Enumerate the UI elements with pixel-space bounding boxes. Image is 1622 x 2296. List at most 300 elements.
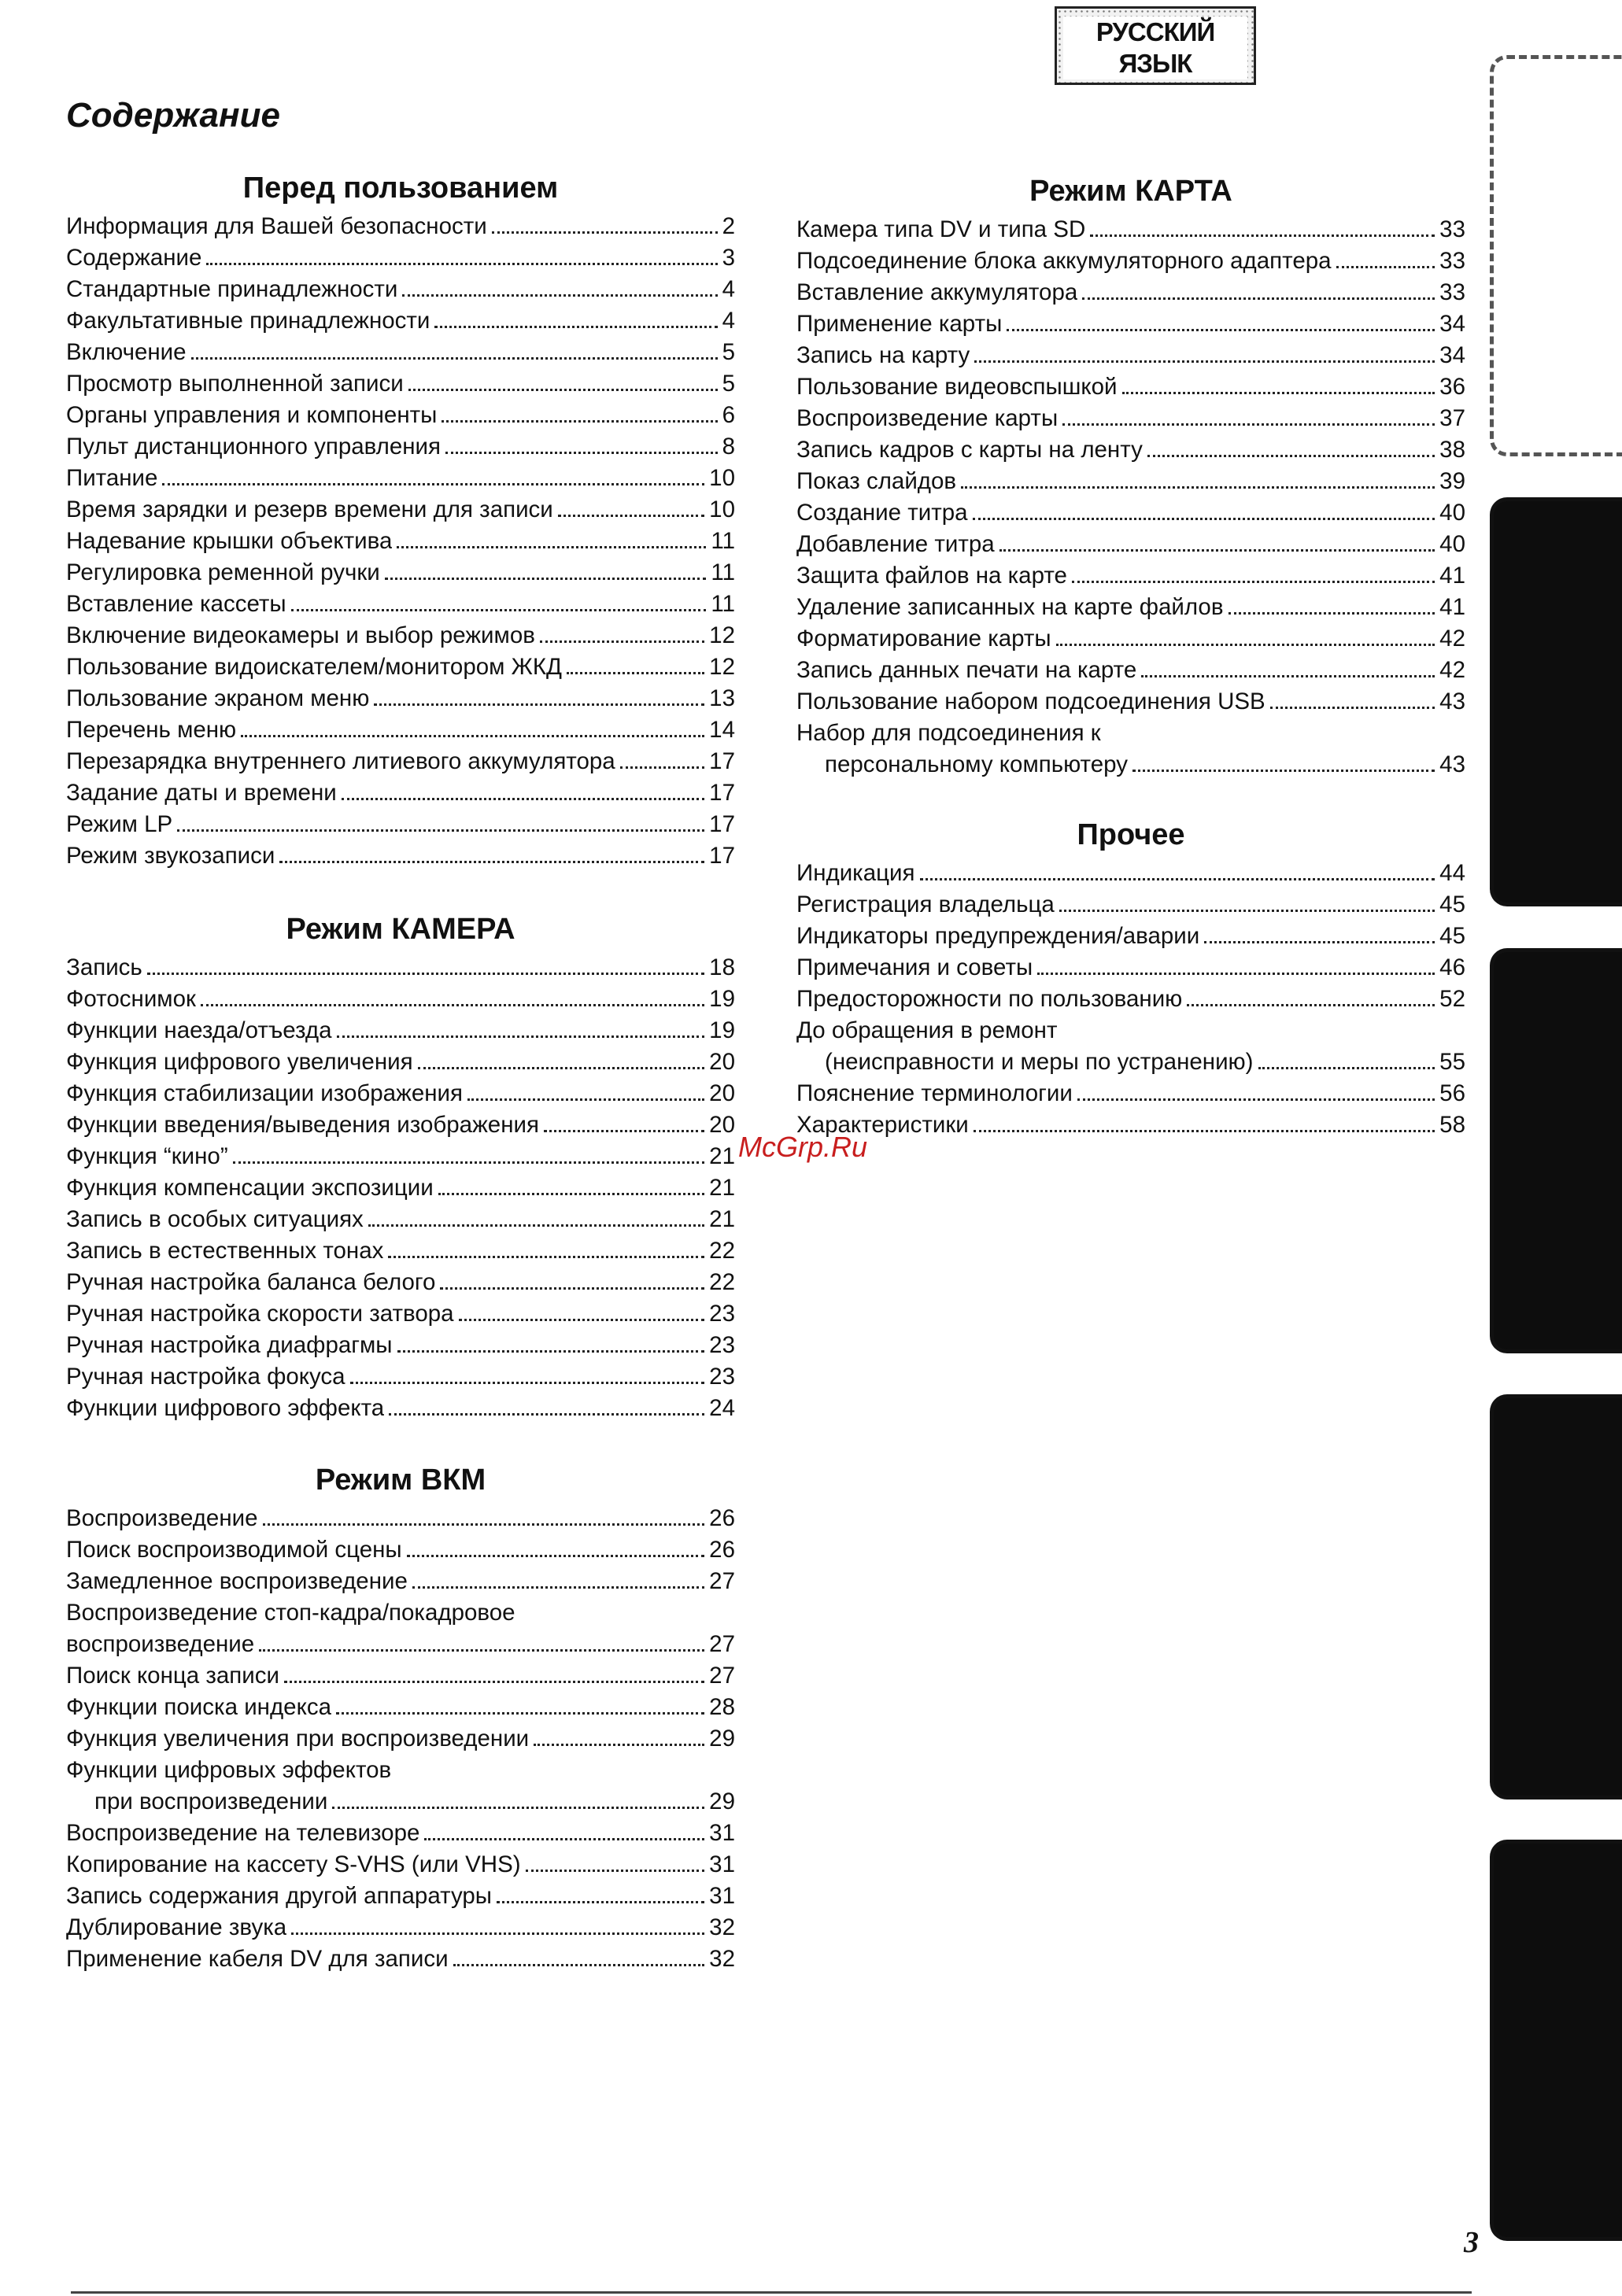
toc-entry-label: Запись в особых ситуациях <box>66 1206 364 1232</box>
toc-entry <box>66 620 735 652</box>
toc-page-number: 11 <box>711 528 735 554</box>
toc-entry <box>796 592 1465 623</box>
toc-page-number: 33 <box>1439 216 1465 242</box>
toc-entry <box>66 368 735 400</box>
toc-entry-label: Включение <box>66 339 187 365</box>
toc-page-number: 12 <box>709 654 735 680</box>
toc-page-number: 22 <box>709 1238 735 1264</box>
toc-entry-label: Функция увеличения при воспроизведении <box>66 1726 530 1752</box>
toc-entry <box>66 1943 735 1975</box>
toc-entry <box>66 1298 735 1330</box>
toc-page-number: 56 <box>1439 1080 1465 1106</box>
dot-leader <box>407 1555 705 1557</box>
toc-entry <box>66 1503 735 1534</box>
toc-page-number: 31 <box>709 1820 735 1846</box>
toc-entry <box>66 1629 735 1660</box>
dot-leader <box>442 420 717 423</box>
toc-page-number: 19 <box>709 986 735 1012</box>
toc-entry-label: Воспроизведение карты <box>796 405 1059 431</box>
toc-entry <box>796 686 1465 718</box>
toc-entry <box>796 1046 1465 1078</box>
toc-page-number: 21 <box>709 1143 735 1169</box>
toc-entry <box>796 560 1465 592</box>
toc-entry <box>66 526 735 557</box>
toc-page-number: 20 <box>709 1080 735 1106</box>
language-badge <box>1055 6 1256 85</box>
toc-entry-label: Ручная настройка диафрагмы <box>66 1332 393 1358</box>
toc-entry-label: Пользование набором подсоединения USB <box>796 688 1265 714</box>
dot-leader <box>332 1807 704 1809</box>
toc-entry-label: Индикация <box>796 860 915 886</box>
toc-entry-label: Вставление кассеты <box>66 591 286 617</box>
dot-leader <box>540 640 704 643</box>
toc-entry-label: Поиск конца записи <box>66 1663 279 1689</box>
toc-entry <box>796 277 1465 308</box>
toc-page-number: 5 <box>722 339 735 365</box>
toc-list <box>796 858 1465 1141</box>
toc-page-number: 26 <box>709 1537 735 1563</box>
toc-page-number: 3 <box>722 245 735 271</box>
toc-entry-label: Режим LP <box>66 811 173 837</box>
toc-entry-label: воспроизведение <box>66 1631 255 1657</box>
dot-leader <box>1258 1067 1435 1069</box>
toc-entry-label: Применение карты <box>796 311 1003 337</box>
toc-page-number: 40 <box>1439 531 1465 557</box>
toc-entry-label: Камера типа DV и типа SD <box>796 216 1086 242</box>
dot-leader <box>368 1224 704 1227</box>
toc-entry <box>66 1818 735 1849</box>
section-before-use <box>66 165 735 872</box>
toc-entry <box>66 1361 735 1393</box>
toc-entry <box>66 809 735 840</box>
dot-leader <box>526 1870 705 1872</box>
toc-page-number: 11 <box>711 559 735 585</box>
dot-leader <box>1187 1004 1435 1006</box>
toc-entry-label: Функции цифрового эффекта <box>66 1395 385 1421</box>
toc-entry-label: Ручная настройка скорости затвора <box>66 1301 454 1327</box>
toc-page-number: 5 <box>722 371 735 397</box>
toc-entry-label: при воспроизведении <box>94 1788 328 1814</box>
toc-entry <box>66 1330 735 1361</box>
toc-entry <box>66 746 735 777</box>
dot-leader <box>284 1681 704 1683</box>
toc-entry-label: Вставление аккумулятора <box>796 279 1078 305</box>
dot-leader <box>412 1586 704 1589</box>
toc-entry <box>66 494 735 526</box>
dot-leader <box>336 1712 704 1715</box>
toc-entry-label: Просмотр выполненной записи <box>66 371 404 397</box>
toc-entry-label: Подсоединение блока аккумуляторного адаптера <box>796 248 1332 274</box>
toc-entry-label: Функция стабилизации изображения <box>66 1080 463 1106</box>
toc-page-number: 17 <box>709 843 735 869</box>
dot-leader <box>440 1287 704 1290</box>
dot-leader <box>191 357 718 360</box>
dot-leader <box>1059 910 1435 912</box>
toc-entry <box>66 683 735 714</box>
toc-page-number: 23 <box>709 1332 735 1358</box>
toc-page-number: 33 <box>1439 279 1465 305</box>
toc-entry <box>796 340 1465 371</box>
toc-page-number: 23 <box>709 1301 735 1327</box>
toc-entry-label: Стандартные принадлежности <box>66 276 398 302</box>
dot-leader <box>279 861 704 863</box>
toc-entry <box>796 308 1465 340</box>
dot-leader <box>162 483 704 485</box>
toc-entry-label: Поиск воспроизводимой сцены <box>66 1537 402 1563</box>
toc-entry <box>66 337 735 368</box>
dot-leader <box>389 1413 704 1416</box>
toc-entry <box>66 400 735 431</box>
toc-entry <box>66 1393 735 1424</box>
toc-entry <box>796 655 1465 686</box>
toc-page-number: 45 <box>1439 923 1465 949</box>
toc-list <box>66 1503 735 1975</box>
dot-leader <box>1141 675 1435 677</box>
toc-entry-label: Запись кадров с карты на ленту <box>796 437 1143 463</box>
toc-entry-label: Запись данных печати на карте <box>796 657 1137 683</box>
toc-page-number: 20 <box>709 1049 735 1075</box>
thumb-tab-1 <box>1490 55 1622 456</box>
section-heading: Режим ВКМ <box>315 1464 486 1497</box>
toc-entry <box>66 1881 735 1912</box>
toc-entry-label: Время зарядки и резерв времени для записи <box>66 496 553 522</box>
toc-page-number: 21 <box>709 1175 735 1201</box>
toc-entry-label: Запись на карту <box>796 342 970 368</box>
toc-entry-label: Питание <box>66 465 158 491</box>
dot-leader <box>418 1067 705 1069</box>
toc-entry <box>66 840 735 872</box>
toc-page-number: 34 <box>1439 342 1465 368</box>
dot-leader <box>492 231 718 234</box>
toc-entry-label: Пользование видеовспышкой <box>796 374 1118 400</box>
toc-entry <box>66 274 735 305</box>
toc-page-number: 44 <box>1439 860 1465 886</box>
dot-leader <box>291 609 707 611</box>
toc-entry <box>796 858 1465 889</box>
toc-entry-label: Замедленное воспроизведение <box>66 1568 408 1594</box>
dot-leader <box>291 1932 704 1935</box>
toc-entry <box>66 1692 735 1723</box>
toc-entry-label: Включение видеокамеры и выбор режимов <box>66 622 535 648</box>
toc-entry-label: Показ слайдов <box>796 468 957 494</box>
page-title: Содержание <box>66 96 280 135</box>
toc-entry <box>66 1204 735 1235</box>
dot-leader <box>233 1161 705 1164</box>
toc-entry <box>796 749 1465 781</box>
toc-entry-label: Создание титра <box>796 500 968 526</box>
toc-entry-label: Содержание <box>66 245 202 271</box>
toc-page-number: 36 <box>1439 374 1465 400</box>
toc-entry <box>66 1566 735 1597</box>
toc-entry <box>66 1660 735 1692</box>
toc-page-number: 37 <box>1439 405 1465 431</box>
toc-page-number: 31 <box>709 1851 735 1877</box>
toc-entry <box>796 466 1465 497</box>
toc-entry-label: Режим звукозаписи <box>66 843 275 869</box>
dot-leader <box>1147 455 1435 457</box>
toc-entry <box>66 1078 735 1109</box>
dot-leader <box>397 1350 705 1353</box>
toc-entry-line: Набор для подсоединения к <box>796 720 1101 746</box>
dot-leader <box>201 1004 704 1006</box>
dot-leader <box>459 1319 705 1321</box>
page-number: 3 <box>1464 2226 1479 2259</box>
dot-leader <box>337 1035 705 1038</box>
dot-leader <box>620 766 704 769</box>
toc-entry-label: Пользование экраном меню <box>66 685 370 711</box>
toc-page-number: 40 <box>1439 500 1465 526</box>
toc-entry-line: До обращения в ремонт <box>796 1017 1058 1043</box>
toc-entry <box>796 434 1465 466</box>
toc-page-number: 55 <box>1439 1049 1465 1075</box>
thumb-tab-2 <box>1490 497 1622 906</box>
toc-page-number: 27 <box>709 1631 735 1657</box>
dot-leader <box>402 294 717 297</box>
dot-leader <box>1062 423 1435 426</box>
toc-entry-label: Запись содержания другой аппаратуры <box>66 1883 492 1909</box>
toc-page-number: 42 <box>1439 657 1465 683</box>
toc-entry-label: Запись <box>66 954 142 980</box>
dot-leader <box>1056 644 1435 646</box>
thumb-tab-5 <box>1490 1840 1622 2241</box>
toc-entry <box>796 1109 1465 1141</box>
toc-entry <box>66 777 735 809</box>
dot-leader <box>544 1130 704 1132</box>
toc-page-number: 22 <box>709 1269 735 1295</box>
dot-leader <box>438 1193 705 1195</box>
toc-entry-label: Удаление записанных на карте файлов <box>796 594 1224 620</box>
toc-page-number: 14 <box>709 717 735 743</box>
toc-entry <box>796 623 1465 655</box>
toc-entry <box>66 305 735 337</box>
dot-leader <box>408 389 718 391</box>
dot-leader <box>1037 973 1435 975</box>
toc-page-number: 33 <box>1439 248 1465 274</box>
section-heading: Режим КАМЕРА <box>286 913 515 946</box>
toc-page-number: 4 <box>722 276 735 302</box>
toc-entry-label: (неисправности и меры по устранению) <box>825 1049 1254 1075</box>
toc-page-number: 41 <box>1439 594 1465 620</box>
dot-leader <box>397 546 706 548</box>
toc-entry <box>66 652 735 683</box>
dot-leader <box>147 973 704 975</box>
toc-entry <box>66 1141 735 1172</box>
toc-entry <box>796 497 1465 529</box>
dot-leader <box>177 829 704 832</box>
dot-leader <box>1072 581 1435 583</box>
toc-page-number: 17 <box>709 780 735 806</box>
dot-leader <box>1132 770 1435 772</box>
toc-page-number: 42 <box>1439 626 1465 652</box>
dot-leader <box>999 549 1435 552</box>
toc-entry-label: Защита файлов на карте <box>796 563 1067 589</box>
dot-leader <box>973 518 1435 520</box>
toc-entry <box>796 921 1465 952</box>
dot-leader <box>374 703 704 706</box>
toc-entry <box>66 1786 735 1818</box>
toc-entry-label: Фотоснимок <box>66 986 196 1012</box>
toc-entry <box>796 889 1465 921</box>
toc-entry <box>796 1078 1465 1109</box>
dot-leader <box>206 263 717 265</box>
toc-entry-label: Запись в естественных тонах <box>66 1238 384 1264</box>
toc-page-number: 38 <box>1439 437 1465 463</box>
toc-entry <box>796 403 1465 434</box>
toc-page-number: 46 <box>1439 954 1465 980</box>
toc-entry-label: Функции поиска индекса <box>66 1694 331 1720</box>
toc-entry <box>66 1235 735 1267</box>
toc-entry-label: персональному компьютеру <box>825 751 1128 777</box>
dot-leader <box>1090 234 1435 237</box>
toc-page-number: 31 <box>709 1883 735 1909</box>
toc-entry <box>66 1534 735 1566</box>
toc-entry-label: Факультативные принадлежности <box>66 308 430 334</box>
toc-page-number: 18 <box>709 954 735 980</box>
watermark: McGrp.Ru <box>738 1131 868 1163</box>
dot-leader <box>1082 297 1435 300</box>
section-heading: Режим КАРТА <box>1029 175 1232 208</box>
toc-entry-label: Функции наезда/отъезда <box>66 1017 332 1043</box>
toc-entry-label: Применение кабеля DV для записи <box>66 1946 449 1972</box>
toc-entry-label: Надевание крышки объектива <box>66 528 393 554</box>
toc-entry-label: Примечания и советы <box>796 954 1033 980</box>
dot-leader <box>424 1838 704 1840</box>
dot-leader <box>241 735 704 737</box>
toc-list <box>796 214 1465 781</box>
toc-entry-label: Функции введения/выведения изображения <box>66 1112 539 1138</box>
toc-page-number: 26 <box>709 1505 735 1531</box>
dot-leader <box>342 798 704 800</box>
toc-entry-label: Органы управления и компоненты <box>66 402 438 428</box>
section-camera-mode <box>66 906 735 1424</box>
section-card-mode <box>796 168 1465 781</box>
toc-entry-label: Характеристики <box>796 1112 969 1138</box>
toc-page-number: 34 <box>1439 311 1465 337</box>
toc-page-number: 2 <box>722 213 735 239</box>
dot-leader <box>388 1256 704 1258</box>
toc-entry <box>66 714 735 746</box>
toc-page-number: 13 <box>709 685 735 711</box>
toc-page-number: 58 <box>1439 1112 1465 1138</box>
dot-leader <box>259 1649 704 1652</box>
toc-page-number: 24 <box>709 1395 735 1421</box>
toc-entry <box>66 984 735 1015</box>
toc-page-number: 10 <box>709 496 735 522</box>
dot-leader <box>1077 1098 1435 1101</box>
toc-entry <box>66 1849 735 1881</box>
toc-entry <box>66 242 735 274</box>
toc-page-number: 17 <box>709 811 735 837</box>
toc-entry-label: Индикаторы предупреждения/аварии <box>796 923 1200 949</box>
toc-entry <box>66 1723 735 1755</box>
toc-page-number: 28 <box>709 1694 735 1720</box>
toc-entry-label: Функция компенсации экспозиции <box>66 1175 434 1201</box>
language-badge-label: РУССКИЙ ЯЗЫК <box>1063 17 1247 79</box>
toc-entry <box>66 463 735 494</box>
toc-page-number: 21 <box>709 1206 735 1232</box>
dot-leader <box>350 1382 705 1384</box>
dot-leader <box>434 326 717 328</box>
toc-page-number: 19 <box>709 1017 735 1043</box>
toc-entry-label: Пояснение терминологии <box>796 1080 1073 1106</box>
toc-entry-label: Пользование видоискателем/монитором ЖКД <box>66 654 563 680</box>
toc-page-number: 27 <box>709 1663 735 1689</box>
toc-entry <box>66 557 735 589</box>
toc-entry-label: Добавление титра <box>796 531 995 557</box>
toc-page-number: 52 <box>1439 986 1465 1012</box>
dot-leader <box>467 1098 704 1101</box>
toc-page-number: 32 <box>709 1914 735 1940</box>
dot-leader <box>263 1523 705 1526</box>
section-heading: Перед пользованием <box>242 172 559 205</box>
toc-entry-label: Воспроизведение <box>66 1505 258 1531</box>
dot-leader <box>974 360 1435 363</box>
toc-list <box>66 952 735 1424</box>
dot-leader <box>974 1130 1435 1132</box>
toc-page-number: 29 <box>709 1726 735 1752</box>
toc-entry <box>796 952 1465 984</box>
dot-leader <box>1229 612 1435 615</box>
dot-leader <box>558 515 704 517</box>
toc-entry <box>796 214 1465 245</box>
toc-page-number: 12 <box>709 622 735 648</box>
toc-entry-line: Воспроизведение стоп-кадра/покадровое <box>66 1600 515 1626</box>
dot-leader <box>453 1964 705 1966</box>
toc-page-number: 43 <box>1439 751 1465 777</box>
dot-leader <box>385 578 707 580</box>
toc-entry-label: Ручная настройка фокуса <box>66 1364 345 1390</box>
dot-leader <box>534 1744 704 1746</box>
toc-page-number: 6 <box>722 402 735 428</box>
toc-page-number: 10 <box>709 465 735 491</box>
toc-page-number: 27 <box>709 1568 735 1594</box>
toc-entry <box>66 211 735 242</box>
toc-entry <box>66 1109 735 1141</box>
toc-entry-label: Форматирование карты <box>796 626 1051 652</box>
toc-entry-label: Перечень меню <box>66 717 237 743</box>
toc-entry <box>66 952 735 984</box>
toc-entry <box>796 984 1465 1015</box>
toc-entry-label: Копирование на кассету S-VHS (или VHS) <box>66 1851 521 1877</box>
toc-entry-label: Регистрация владельца <box>796 891 1055 917</box>
toc-entry-label: Воспроизведение на телевизоре <box>66 1820 420 1846</box>
toc-page-number: 41 <box>1439 563 1465 589</box>
toc-page-number: 39 <box>1439 468 1465 494</box>
toc-page-number: 23 <box>709 1364 735 1390</box>
toc-entry-label: Регулировка ременной ручки <box>66 559 380 585</box>
toc-page-number: 32 <box>709 1946 735 1972</box>
toc-list <box>66 211 735 872</box>
dot-leader <box>567 672 704 674</box>
toc-page-number: 45 <box>1439 891 1465 917</box>
toc-entry-label: Дублирование звука <box>66 1914 287 1940</box>
toc-page-number: 4 <box>722 308 735 334</box>
toc-entry-label: Ручная настройка баланса белого <box>66 1269 436 1295</box>
toc-entry <box>66 431 735 463</box>
toc-entry <box>66 1015 735 1046</box>
dot-leader <box>445 452 718 454</box>
toc-page-number: 8 <box>722 434 735 460</box>
toc-entry-label: Информация для Вашей безопасности <box>66 213 487 239</box>
toc-entry-label: Функция цифрового увеличения <box>66 1049 413 1075</box>
dot-leader <box>920 878 1435 880</box>
dot-leader <box>1336 266 1435 268</box>
toc-page-number: 43 <box>1439 688 1465 714</box>
toc-entry-label: Перезарядка внутреннего литиевого аккумулятора <box>66 748 615 774</box>
toc-page-number: 11 <box>711 591 735 617</box>
toc-entry-label: Задание даты и времени <box>66 780 337 806</box>
toc-page-number: 20 <box>709 1112 735 1138</box>
